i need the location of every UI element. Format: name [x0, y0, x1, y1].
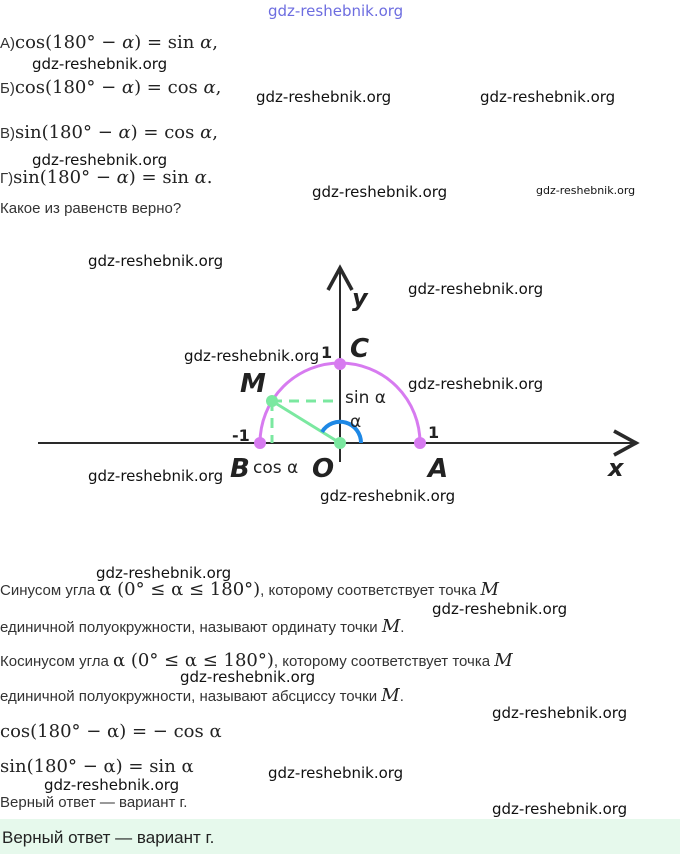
watermark: gdz-reshebnik.org	[256, 88, 392, 106]
y-axis-label: y	[352, 284, 368, 312]
watermark: gdz-reshebnik.org	[180, 668, 316, 686]
watermark: gdz-reshebnik.org	[88, 252, 224, 270]
answer-box-text: Верный ответ — вариант г.	[2, 828, 215, 847]
sine-definition-line-1: Синусом угла α (0° ≤ α ≤ 180°), которому соответствует точка M	[0, 579, 499, 600]
formula-cos-reduction: cos(180° − α) = − cos α	[0, 721, 222, 742]
point-m	[266, 395, 278, 407]
watermark: gdz-reshebnik.org	[184, 347, 320, 365]
label-c: C	[350, 334, 370, 364]
label-sin: sin α	[345, 388, 386, 408]
point-o	[334, 437, 346, 449]
watermark: gdz-reshebnik.org	[320, 487, 456, 505]
watermark: gdz-reshebnik.org	[492, 704, 628, 722]
point-c	[334, 358, 346, 370]
answer-box	[0, 819, 680, 854]
question-text: Какое из равенств верно?	[0, 200, 182, 217]
watermark: gdz-reshebnik.org	[268, 764, 404, 782]
sine-definition-line-2: единичной полуокружности, называют ординату точки M.	[0, 616, 405, 637]
label-one-top: 1	[321, 343, 333, 362]
formula-sin-reduction: sin(180° − α) = sin α	[0, 756, 194, 777]
cosine-definition-line-2: единичной полуокружности, называют абсциссу точки M.	[0, 685, 404, 706]
label-alpha: α	[350, 412, 362, 432]
watermark: gdz-reshebnik.org	[492, 800, 628, 818]
watermark: gdz-reshebnik.org	[32, 151, 168, 169]
label-minus-one: -1	[232, 426, 250, 445]
watermark: gdz-reshebnik.org	[88, 467, 224, 485]
x-axis-label: x	[608, 454, 624, 482]
label-cos: cos α	[253, 458, 299, 478]
option-d-label: Г)	[0, 170, 14, 187]
watermark: gdz-reshebnik.org	[44, 776, 180, 794]
cosine-definition-line-1: Косинусом угла α (0° ≤ α ≤ 180°), которому соответствует точка M	[0, 650, 513, 671]
option-a-formula: cos(180° − α) = sin α,	[15, 32, 218, 53]
watermark: gdz-reshebnik.org	[408, 280, 544, 298]
option-a-label: А)	[0, 35, 15, 52]
watermark: gdz-reshebnik.org	[432, 600, 568, 618]
point-a	[414, 437, 426, 449]
option-c-formula: sin(180° − α) = cos α,	[15, 122, 218, 143]
answer-line: Верный ответ — вариант г.	[0, 794, 188, 811]
option-b-formula: cos(180° − α) = cos α,	[14, 77, 222, 98]
radius-om	[272, 401, 340, 443]
watermark: gdz-reshebnik.org	[480, 88, 616, 106]
watermark-top: gdz-reshebnik.org	[268, 2, 404, 20]
label-b: B	[230, 454, 250, 484]
option-b-label: Б)	[0, 80, 15, 97]
label-o: O	[312, 454, 335, 484]
label-a: A	[428, 454, 449, 484]
watermark: gdz-reshebnik.org	[536, 184, 636, 197]
label-one-right: 1	[428, 423, 440, 442]
point-b	[254, 437, 266, 449]
label-m: M	[240, 369, 266, 399]
option-d-formula: sin(180° − α) = sin α.	[13, 167, 213, 188]
watermark: gdz-reshebnik.org	[312, 183, 448, 201]
option-c-label: В)	[0, 125, 15, 142]
watermark: gdz-reshebnik.org	[96, 564, 232, 582]
watermark: gdz-reshebnik.org	[32, 55, 168, 73]
watermark: gdz-reshebnik.org	[408, 375, 544, 393]
